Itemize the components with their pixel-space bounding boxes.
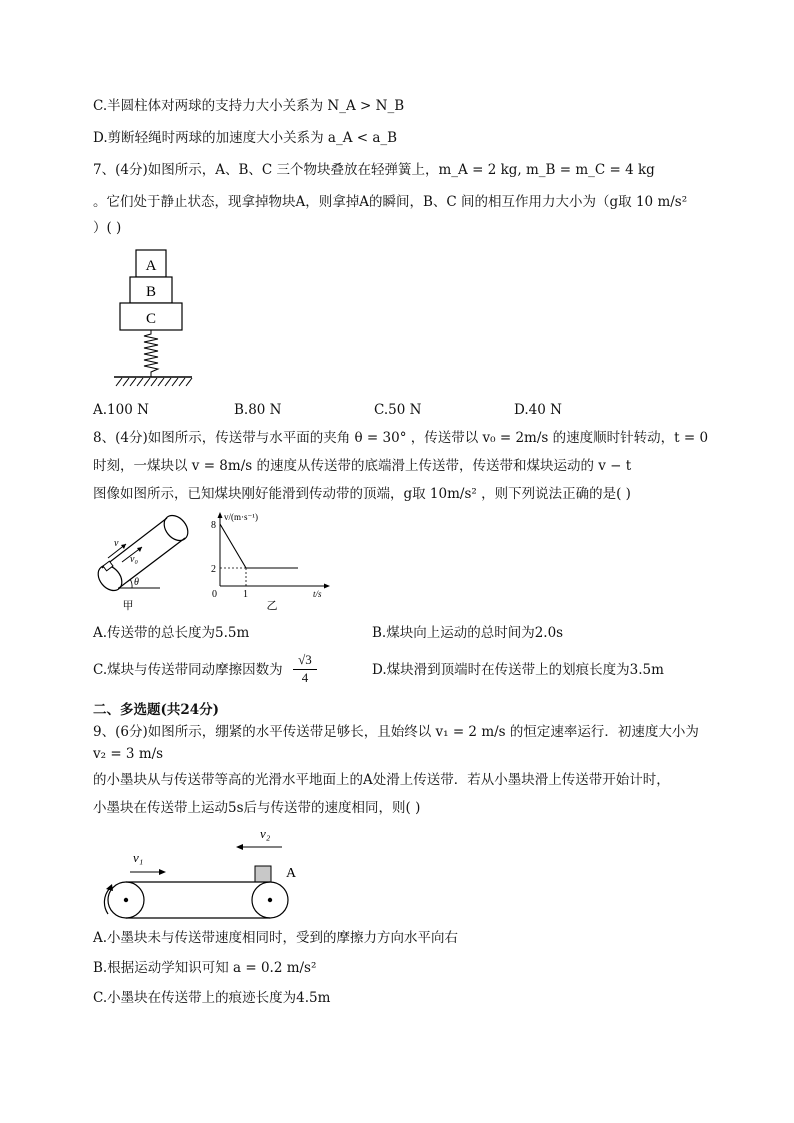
q7-option-a: A.100 N [93,402,149,418]
point-a-label: A [286,866,297,881]
block-c-label: C [145,311,157,327]
v-label: v [114,538,119,549]
ink-block [255,866,271,882]
block-a-label: A [145,258,157,274]
q8-vt-graph [208,508,338,614]
q8-option-c-text: C.煤块与传送带同动摩擦因数为 [93,662,283,678]
q9-option-c: C.小墨块在传送带上的痕迹长度为4.5m [93,990,331,1006]
spring [144,330,158,377]
q9-option-b: B.根据运动学知识可知 a = 0.2 m/s² [93,960,317,976]
q8-stem-line3: 图像如图所示，已知煤块刚好能滑到传动带的顶端，g取 10m/s² ，则下列说法正确的是( ) [93,486,631,502]
top-roller [159,511,192,545]
fraction-numerator: √3 [293,652,317,670]
tick-8: 8 [211,520,216,531]
q7-option-c: C.50 N [374,402,422,418]
section-multiple-choice-title: 二、多选题(共24分) [93,702,220,718]
q8-option-d: D.煤块滑到顶端时在传送带上的划痕长度为3.5m [372,662,664,678]
v-axis-label: v/(m·s⁻¹) [224,512,258,522]
q7-stem-line1: 7、(4分)如图所示，A、B、C 三个物块叠放在轻弹簧上，m_A = 2 kg, m_B = m_C = 4 kg [93,162,655,178]
caption-jia: 甲 [122,600,134,612]
q9-stem-line4: 小墨块在传送带上运动5s后与传送带的速度相同，则( ) [93,800,421,816]
origin-label: 0 [212,589,217,600]
q9-horizontal-belt-figure [96,822,306,922]
q8-inclined-belt-figure [90,508,200,614]
ground-hatch [116,378,192,386]
block-b-label: B [145,284,157,300]
q8-option-c [93,660,283,680]
theta-label: θ [134,577,139,588]
belt-bottom [119,538,185,588]
t-axis-label: t/s [313,589,322,599]
caption-yi: 乙 [266,600,278,612]
q7-option-b: B.80 N [234,402,282,418]
q9-stem-line1: 9、(6分)如图所示，绷紧的水平传送带足够长，且始终以 v₁ = 2 m/s 的恒定速率运行．初速度大小为 [93,724,699,740]
q7-stem-line2: 。它们处于静止状态，现拿掉物块A，则拿掉A的瞬间，B、C 间的相互作用力大小为（g取 10 m/s² [93,194,688,210]
q9-option-a: A.小墨块未与传送带速度相同时，受到的摩擦力方向水平向右 [93,930,459,946]
tick-1: 1 [243,589,248,600]
decel-segment [220,524,246,568]
q8-option-c-fraction [293,652,317,686]
v0-label: v₀ [130,554,138,565]
q7-spring-blocks-figure [108,244,203,394]
q8-option-b: B.煤块向上运动的总时间为2.0s [372,625,564,641]
q6-option-c: C.半圆柱体对两球的支持力大小关系为 N_A > N_B [93,98,405,114]
q9-stem-line2: v₂ = 3 m/s [93,746,164,762]
q9-stem-line3: 的小墨块从与传送带等高的光滑水平地面上的A处滑上传送带．若从小墨块滑上传送带开始计时， [93,772,670,788]
fraction-denominator: 4 [301,670,309,685]
q8-stem-line2: 时刻，一煤块以 v = 8m/s 的速度从传送带的底端滑上传送带，传送带和煤块运动的 v − t [93,458,632,474]
q6-option-d: D.剪断轻绳时两球的加速度大小关系为 a_A < a_B [93,130,398,146]
q8-stem-line1: 8、(4分)如图所示，传送带与水平面的夹角 θ = 30° ，传送带以 v₀ = 2m/s 的速度顺时针转动，t = 0 [93,430,709,446]
q8-option-a: A.传送带的总长度为5.5m [93,625,250,641]
q7-option-d: D.40 N [514,402,562,418]
v2-label: v₂ [260,826,271,841]
tick-2: 2 [211,564,216,575]
q7-stem-line3: ）( ) [93,220,122,236]
v1-label: v₁ [133,850,144,865]
